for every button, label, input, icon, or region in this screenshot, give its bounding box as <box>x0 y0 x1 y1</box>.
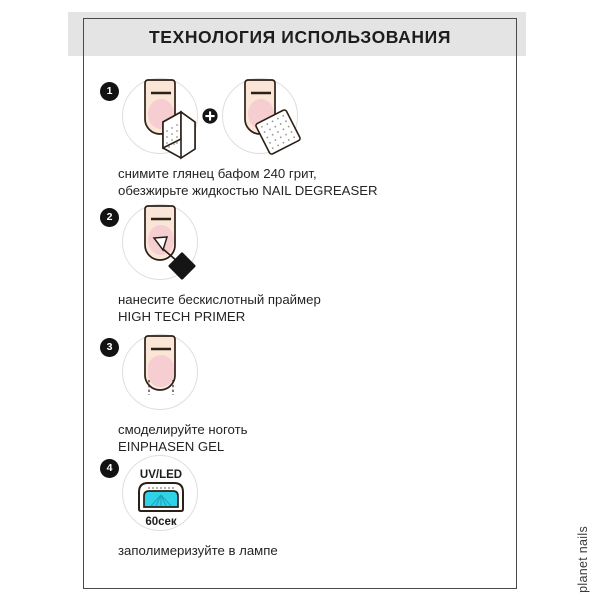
step-3-caption-line1: смоделируйте ноготь <box>118 422 248 437</box>
step-1-badge: 1 <box>100 82 119 101</box>
nail-gel-shape-icon <box>122 334 198 410</box>
step-3-badge: 3 <box>100 338 119 357</box>
page-title <box>83 18 517 56</box>
step-3-caption-line2: EINPHASEN GEL <box>118 438 225 454</box>
step-2-caption-line1: нанесите бескислотный праймер <box>118 292 321 307</box>
plus-icon <box>202 108 218 124</box>
page-title-text: ТЕХНОЛОГИЯ ИСПОЛЬЗОВАНИЯ <box>148 26 451 47</box>
uv-led-lamp-icon <box>122 455 198 531</box>
step-2-caption-line2: HIGH TECH PRIMER <box>118 308 246 324</box>
step-1-caption-line1: снимите глянец бафом 240 грит, <box>118 166 317 181</box>
step-3-caption <box>118 422 248 455</box>
step-4-caption <box>118 543 278 560</box>
step-4-badge: 4 <box>100 459 119 478</box>
nail-buffer-icon <box>122 78 198 154</box>
brand-label: planet nails <box>576 526 590 593</box>
step-1-caption <box>118 166 378 199</box>
lamp-top-label: UV/LED <box>139 469 183 481</box>
step-2-caption <box>118 292 321 325</box>
nail-primer-brush-icon <box>122 204 198 280</box>
step-4-caption-line1: заполимеризуйте в лампе <box>118 543 278 558</box>
nail-wipe-icon <box>222 78 298 154</box>
lamp-bottom-label: 60сек <box>145 516 177 528</box>
step-1-caption-line2: обезжирьте жидкостью NAIL DEGREASER <box>118 182 378 198</box>
step-2-badge: 2 <box>100 208 119 227</box>
